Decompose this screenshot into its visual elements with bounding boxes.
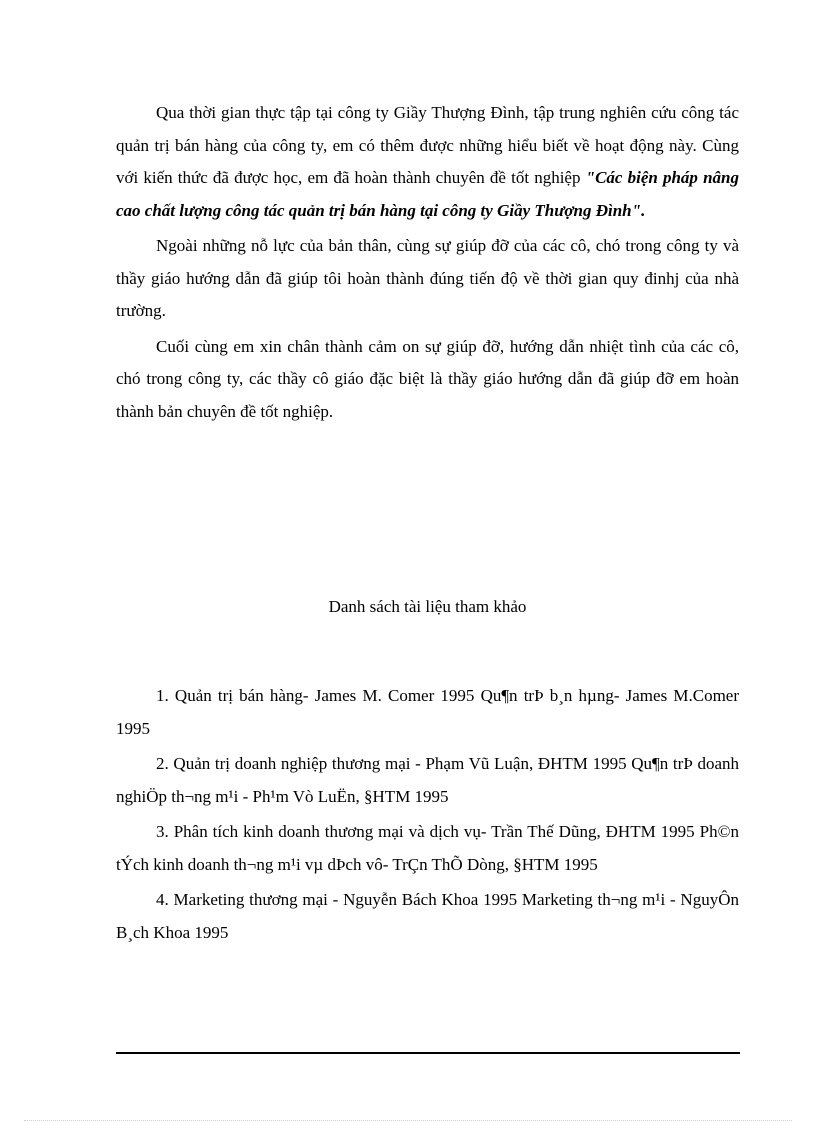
footer-divider (116, 1052, 740, 1054)
page-bottom-edge (24, 1120, 792, 1121)
intro-section (116, 97, 739, 428)
intro-paragraph-3: Cuối cùng em xin chân thành cảm on sự giúp đỡ, hướng dẫn nhiệt tình của các cô, chó trong công ty, các thầy cô giáo đặc biệt là thầy giáo hướng dẫn đã giúp đỡ em hoàn thành bản chuyên đề tốt nghiệp. (116, 336, 739, 421)
reference-item-1: 1. Quản trị bán hàng- James M. Comer 1995 Qu¶n trÞ b¸n hµng- James M.Comer 1995 (116, 686, 739, 738)
reference-item-3: 3. Phân tích kinh doanh thương mại và dịch vụ- Trần Thế Dũng, ĐHTM 1995 Ph©n tÝch kinh doanh th¬ng m¹i vµ dÞch vô- TrÇn ThÕ Dòng, §HTM 1995 (116, 822, 739, 874)
references-title: Danh sách tài liệu tham khảo (328, 597, 527, 616)
intro-paragraph-2: Ngoài những nỗ lực của bản thân, cùng sự giúp đỡ của các cô, chó trong công ty và thầy giáo hướng dẫn đã giúp tôi hoàn thành đúng tiến độ về thời gian quy đinhj của nhà trường. (116, 236, 739, 320)
intro-paragraph-1-text: Qua thời gian thực tập tại công ty Giầy Thượng Đình, tập trung nghiên cứu công tác quản trị bán hàng của công ty, em có thêm được những hiểu biết về hoạt động này. Cùng với kiến thức đã được học, em đã hoàn thành chuyên đề tốt nghiệp (116, 103, 739, 187)
reference-item-2: 2. Quản trị doanh nghiệp thương mại - Phạm Vũ Luận, ĐHTM 1995 Qu¶n trÞ doanh nghiÖp th¬ng m¹i - Ph¹m Vò LuËn, §HTM 1995 (116, 754, 739, 806)
reference-list (116, 680, 739, 952)
reference-item-4: 4. Marketing thương mại - Nguyễn Bách Khoa 1995 Marketing th¬ng m¹i - NguyÔn B¸ch Khoa 1995 (116, 890, 739, 942)
intro-paragraph-1 (116, 97, 739, 227)
thesis-title: "Các biện pháp nâng cao chất lượng công tác quản trị bán hàng tại công ty Giầy Thượng Đình". (116, 168, 739, 220)
